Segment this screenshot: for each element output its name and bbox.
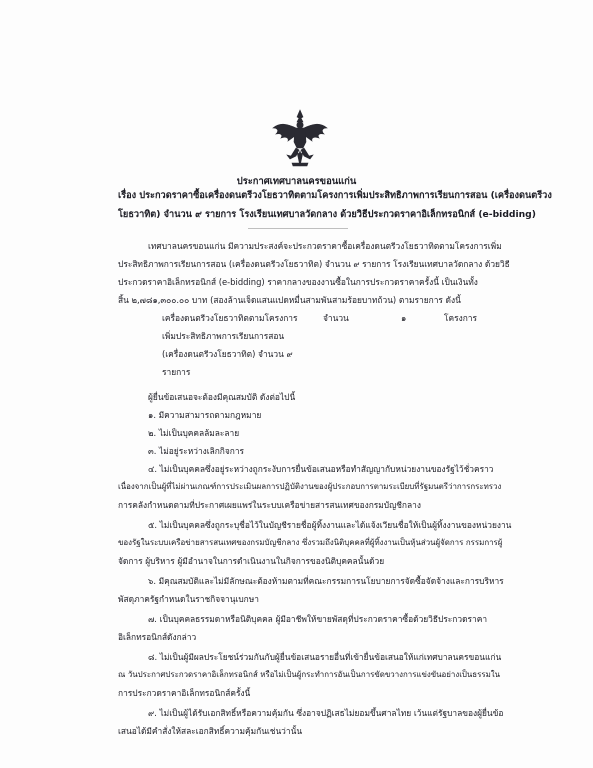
garuda-emblem-icon bbox=[270, 108, 330, 170]
subject-line-1: เรื่อง ประกวดราคาซื้อเครื่องดนตรีวงโยธวาทิตตามโครงการเพิ่มประสิทธิภาพการเรียนการสอน (เครื่องดนตรีวง bbox=[118, 190, 552, 201]
qualification-1: ๑. มีความสามารถตามกฎหมาย bbox=[148, 410, 262, 420]
qualification-7-line-2: อิเล็กทรอนิกส์ดังกล่าว bbox=[118, 632, 197, 642]
item-desc-line-2: เพิ่มประสิทธิภาพการเรียนการสอน bbox=[162, 331, 285, 341]
qualification-8-line-3: การประกวดราคาอิเล็กทรอนิกส์ครั้งนี้ bbox=[118, 688, 251, 698]
item-desc-line-1: เครื่องดนตรีวงโยธวาทิตตามโครงการ bbox=[162, 313, 298, 323]
announcement-title: ประกาศเทศบาลนครขอนแก่น bbox=[236, 176, 357, 187]
divider-line bbox=[248, 228, 348, 229]
qualification-9-line-1: ๙. ไม่เป็นผู้ได้รับเอกสิทธิ์หรือความคุ้มกัน ซึ่งอาจปฏิเสธไม่ยอมขึ้นศาลไทย เว้นแต่รัฐบาลของผู้ยื่นข้อ bbox=[148, 708, 504, 718]
item-qty-value: ๑ bbox=[401, 313, 407, 323]
qualification-3: ๓. ไม่อยู่ระหว่างเลิกกิจการ bbox=[148, 446, 245, 456]
qualification-5-line-2: ของรัฐในระบบเครือข่ายสารสนเทศของกรมบัญชีกลาง ซึ่งรวมถึงนิติบุคคลที่ผู้ทิ้งงานเป็นหุ้นส่วนผู้จัดการ กรรมการผู้ bbox=[118, 538, 503, 547]
item-qty-label: จำนวน bbox=[323, 313, 349, 323]
qualification-2: ๒. ไม่เป็นบุคคลล้มละลาย bbox=[148, 428, 240, 438]
qualification-8-line-2: ณ วันประกาศประกวดราคาอิเล็กทรอนิกส์ หรือไม่เป็นผู้กระทำการอันเป็นการขัดขวางการแข่งขันอย่างเป็นธรรมใน bbox=[118, 670, 501, 679]
qualification-8-line-1: ๘. ไม่เป็นผู้มีผลประโยชน์ร่วมกันกับผู้ยื่นข้อเสนอรายอื่นที่เข้ายื่นข้อเสนอให้แก่เทศบาลนครขอนแก่น bbox=[148, 652, 502, 662]
qualification-4-line-3: การคลังกำหนดตามที่ประกาศเผยแพร่ในระบบเครือข่ายสารสนเทศของกรมบัญชีกลาง bbox=[118, 500, 421, 510]
qualification-6-line-2: พัสดุภาครัฐกำหนดในราชกิจจานุเบกษา bbox=[118, 594, 259, 604]
qualification-6-line-1: ๖. มีคุณสมบัติและไม่มีลักษณะต้องห้ามตามที่คณะกรรมการนโยบายการจัดซื้อจัดจ้างและการบริหาร bbox=[148, 576, 504, 586]
item-unit: โครงการ bbox=[444, 313, 477, 323]
intro-line-1: เทศบาลนครขอนแก่น มีความประสงค์จะประกวดราคาซื้อเครื่องดนตรีวงโยธวาทิตตามโครงการเพิ่ม bbox=[148, 241, 502, 251]
qualification-5-line-1: ๕. ไม่เป็นบุคคลซึ่งถูกระบุชื่อไว้ในบัญชีรายชื่อผู้ทิ้งงานและได้แจ้งเวียนชื่อให้เป็นผู้ทิ้งงานของหน่วยงาน bbox=[148, 520, 512, 530]
qualification-4-line-2: เนื่องจากเป็นผู้ที่ไม่ผ่านเกณฑ์การประเมินผลการปฏิบัติงานของผู้ประกอบการตามระเบียบที่รัฐมนตรีว่าการกระทรวง bbox=[118, 482, 502, 491]
intro-line-3: ประกวดราคาอิเล็กทรอนิกส์ (e-bidding) ราคากลางของงานซื้อในการประกวดราคาครั้งนี้ เป็นเงินทั้ง bbox=[118, 277, 478, 287]
qualification-5-line-3: จัดการ ผู้บริหาร ผู้มีอำนาจในการดำเนินงานในกิจการของนิติบุคคลนั้นด้วย bbox=[118, 556, 385, 566]
qualifications-heading: ผู้ยื่นข้อเสนอจะต้องมีคุณสมบัติ ดังต่อไปนี้ bbox=[148, 392, 296, 402]
qualification-9-line-2: เสนอได้มีคำสั่งให้สละเอกสิทธิ์ความคุ้มกันเช่นว่านั้น bbox=[118, 726, 303, 736]
intro-line-4: สิ้น ๒,๗๘๑,๓๐๐.๐๐ บาท (สองล้านเจ็ดแสนแปดหมื่นสามพันสามร้อยบาทถ้วน) ตามรายการ ดังนี้ bbox=[118, 295, 461, 305]
item-desc-line-3: (เครื่องดนตรีวงโยธวาทิต) จำนวน ๙ bbox=[162, 349, 293, 359]
qualification-4-line-1: ๔. ไม่เป็นบุคคลซึ่งอยู่ระหว่างถูกระงับการยื่นข้อเสนอหรือทำสัญญากับหน่วยงานของรัฐไว้ชั่วคราว bbox=[148, 464, 494, 474]
subject-line-2: โยธวาทิต) จำนวน ๙ รายการ โรงเรียนเทศบาลวัดกลาง ด้วยวิธีประกวดราคาอิเล็กทรอนิกส์ (e-bidding) bbox=[118, 209, 536, 220]
qualification-7-line-1: ๗. เป็นบุคคลธรรมดาหรือนิติบุคคล ผู้มีอาชีพให้ขายพัสดุที่ประกวดราคาซื้อด้วยวิธีประกวดราคา bbox=[148, 614, 488, 624]
item-desc-line-4: รายการ bbox=[162, 367, 191, 377]
intro-line-2: ประสิทธิภาพการเรียนการสอน (เครื่องดนตรีวงโยธวาทิต) จำนวน ๙ รายการ โรงเรียนเทศบาลวัดกลาง ด้วยวิธี bbox=[118, 259, 510, 269]
